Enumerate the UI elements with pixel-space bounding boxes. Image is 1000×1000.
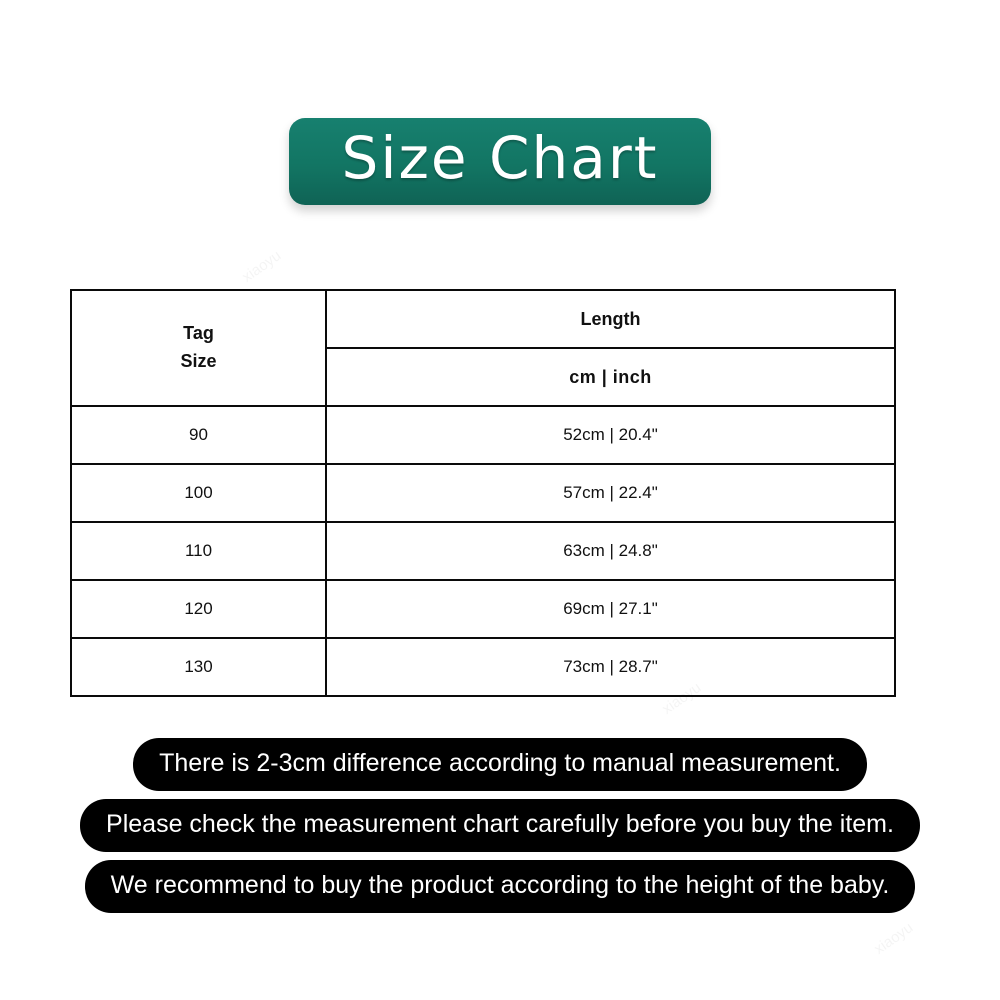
cell-length: 63cm | 24.8"	[326, 522, 895, 580]
title-banner-container	[0, 118, 1000, 205]
table-header-row	[71, 290, 895, 348]
size-chart-table-container	[70, 289, 896, 697]
page-title: Size Chart	[341, 124, 659, 192]
watermark	[871, 919, 916, 958]
note-height-recommendation: We recommend to buy the product according to the height of the baby.	[85, 860, 916, 913]
table-row	[71, 638, 895, 696]
cell-tag-size: 120	[71, 580, 326, 638]
cell-length: 69cm | 27.1"	[326, 580, 895, 638]
cell-tag-size: 110	[71, 522, 326, 580]
cell-tag-size: 100	[71, 464, 326, 522]
cell-tag-size: 130	[71, 638, 326, 696]
table-row	[71, 580, 895, 638]
size-chart-table	[70, 289, 896, 697]
table-row	[71, 522, 895, 580]
cell-length: 57cm | 22.4"	[326, 464, 895, 522]
note-measurement-difference: There is 2-3cm difference according to manual measurement.	[133, 738, 867, 791]
title-banner	[289, 118, 711, 205]
table-row	[71, 406, 895, 464]
cell-tag-size: 90	[71, 406, 326, 464]
header-units: cm | inch	[326, 348, 895, 406]
header-tag-size	[71, 290, 326, 406]
note-check-chart: Please check the measurement chart carefully before you buy the item.	[80, 799, 920, 852]
watermark	[239, 247, 284, 286]
cell-length: 52cm | 20.4"	[326, 406, 895, 464]
header-tag-size-line1: Tag	[183, 323, 214, 344]
header-length: Length	[326, 290, 895, 348]
table-row	[71, 464, 895, 522]
notes-container	[0, 738, 1000, 921]
cell-length: 73cm | 28.7"	[326, 638, 895, 696]
header-tag-size-line2: Size	[180, 351, 217, 371]
